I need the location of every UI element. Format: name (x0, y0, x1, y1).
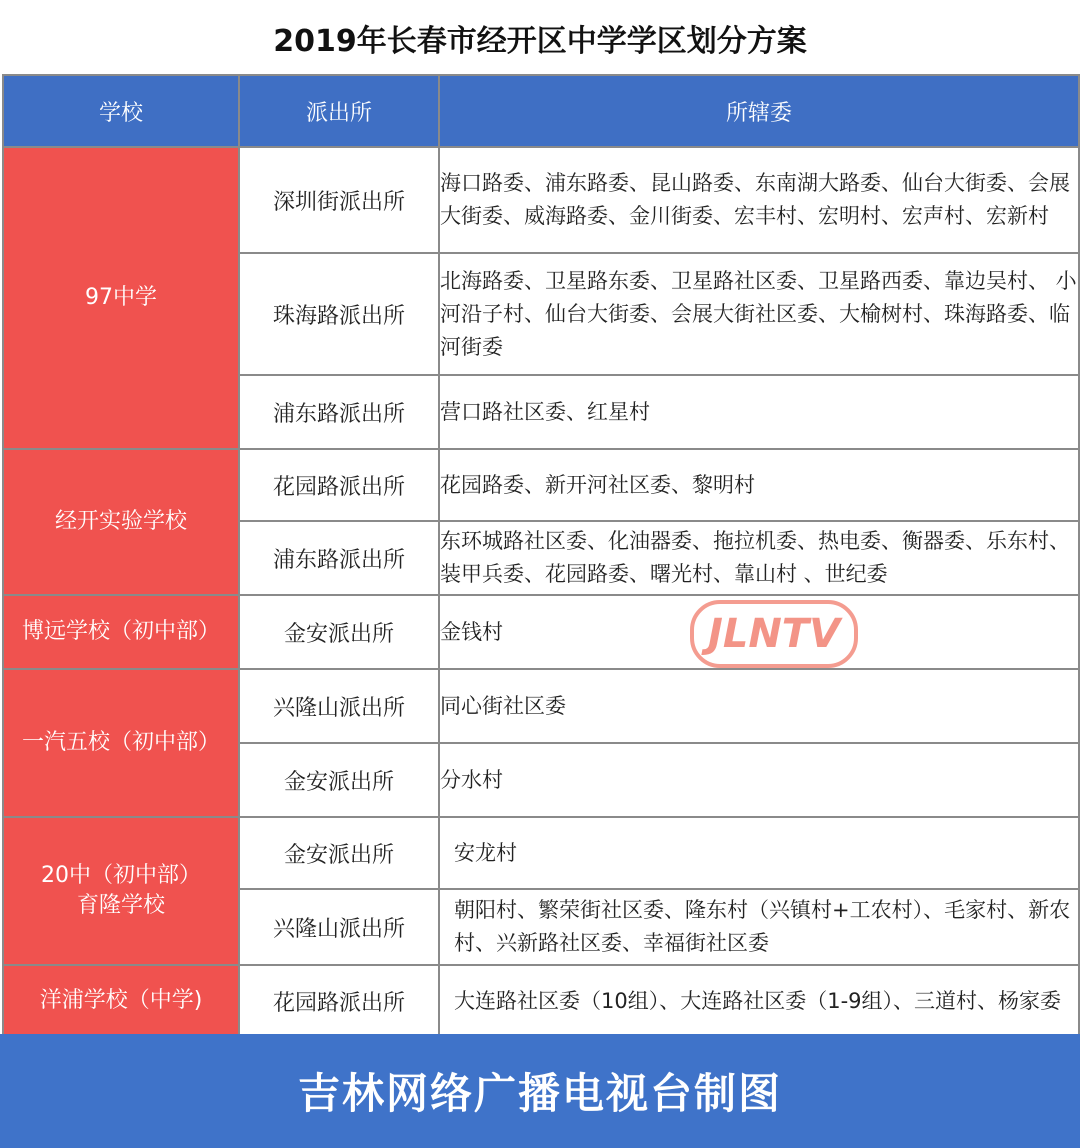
header-area: 所辖委 (439, 75, 1079, 147)
table-row (3, 965, 1079, 1037)
jlntv-watermark-logo: JLNTV (690, 600, 858, 668)
header-school: 学校 (3, 75, 239, 147)
table-row (3, 449, 1079, 521)
school-line: 育隆学校 (76, 893, 165, 918)
police-cell: 浦东路派出所 (239, 375, 439, 449)
school-cell: 97中学 (3, 147, 239, 449)
police-cell: 深圳街派出所 (239, 147, 439, 253)
area-cell: 海口路委、浦东路委、昆山路委、东南湖大路委、仙台大街委、会展大街委、威海路委、金川街委、宏丰村、宏明村、宏声村、宏新村 (439, 147, 1079, 253)
area-cell: 分水村 (439, 743, 1079, 817)
table-row (3, 669, 1079, 743)
school-cell: 一汽五校（初中部） (3, 669, 239, 817)
table-row (3, 147, 1079, 253)
table-header-row (3, 75, 1079, 147)
school-cell: 博远学校（初中部） (3, 595, 239, 669)
police-cell: 兴隆山派出所 (239, 889, 439, 965)
footer-banner: 吉林网络广播电视台制图 (0, 1034, 1080, 1148)
area-cell: 花园路委、新开河社区委、黎明村 (439, 449, 1079, 521)
area-cell: 同心街社区委 (439, 669, 1079, 743)
page-title: 2019年长春市经开区中学学区划分方案 (273, 24, 807, 59)
area-cell: 北海路委、卫星路东委、卫星路社区委、卫星路西委、靠边吴村、 小河沿子村、仙台大街委、会展大街社区委、大榆树村、珠海路委、临河街委 (439, 253, 1079, 375)
header-police: 派出所 (239, 75, 439, 147)
school-cell: 经开实验学校 (3, 449, 239, 595)
area-cell: 东环城路社区委、化油器委、拖拉机委、热电委、衡器委、乐东村、装甲兵委、花园路委、曙光村、靠山村 、世纪委 (439, 521, 1079, 595)
police-cell: 花园路派出所 (239, 965, 439, 1037)
police-cell: 珠海路派出所 (239, 253, 439, 375)
school-cell: 洋浦学校（中学) (3, 965, 239, 1037)
police-cell: 花园路派出所 (239, 449, 439, 521)
school-line: 20中（初中部） (41, 863, 201, 888)
district-table (2, 74, 1080, 1038)
area-cell: 金钱村 (439, 595, 1079, 669)
area-cell: 营口路社区委、红星村 (439, 375, 1079, 449)
area-cell: 大连路社区委（10组）、大连路社区委（1-9组）、三道村、杨家委 (439, 965, 1079, 1037)
school-cell (3, 817, 239, 965)
police-cell: 浦东路派出所 (239, 521, 439, 595)
police-cell: 金安派出所 (239, 595, 439, 669)
area-cell: 安龙村 (439, 817, 1079, 889)
police-cell: 金安派出所 (239, 817, 439, 889)
area-cell: 朝阳村、繁荣街社区委、隆东村（兴镇村+工农村）、毛家村、新农村、兴新路社区委、幸福街社区委 (439, 889, 1079, 965)
table-row (3, 817, 1079, 889)
police-cell: 金安派出所 (239, 743, 439, 817)
police-cell: 兴隆山派出所 (239, 669, 439, 743)
table-row (3, 595, 1079, 669)
